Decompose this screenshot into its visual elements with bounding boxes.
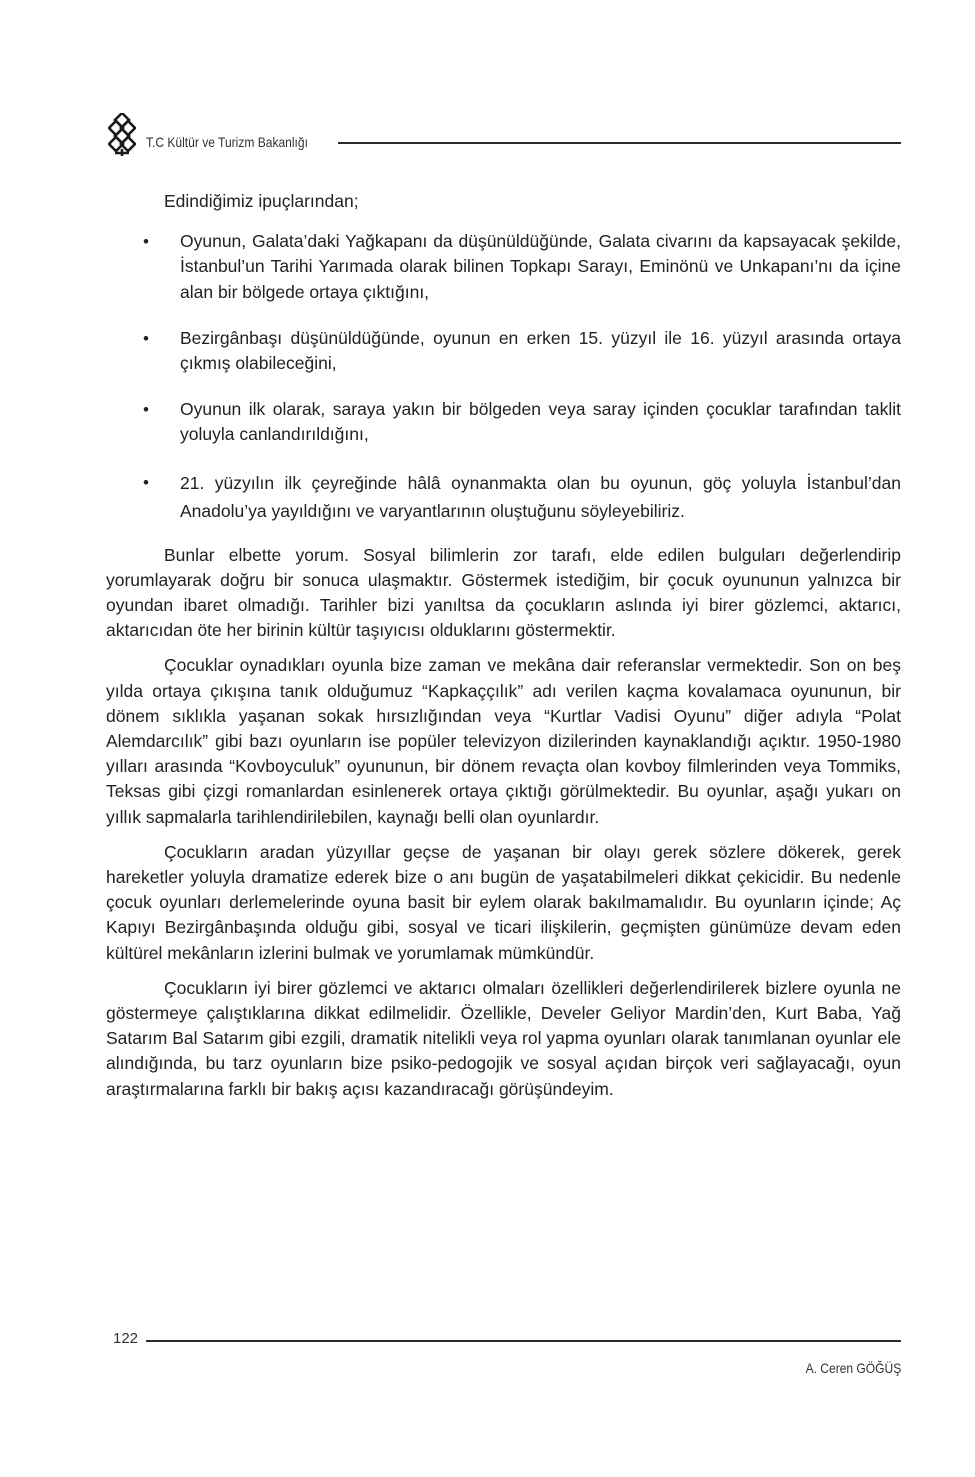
bullet-item (106, 397, 901, 447)
page-footer (108, 1328, 901, 1382)
bullet-text: 21. yüzyılın ilk çeyreğinde hâlâ oynanmakta olan bu oyunun, göç yoluyla İstanbul’dan Anadolu’ya yayıldığını ve varyantlarının oluştuğunu söyleyebiliriz. (180, 472, 901, 521)
author-name: A. Ceren GÖĞÜŞ (805, 1360, 901, 1376)
footer-rule (146, 1340, 901, 1342)
bullet-text: Oyunun, Galata’daki Yağkapanı da düşünüldüğünde, Galata civarını da kapsayacak şekilde, İstanbul’un Tarihi Yarımada olarak bilinen Topkapı Sarayı, Eminönü ve Unkapanı’nı da içine alan bir bölgede ortaya çıktığını, (180, 231, 901, 302)
body-paragraph: Çocukların iyi birer gözlemci ve aktarıcı olmaları özellikleri değerlendirilerek bizlere oyunla ne göstermeye çalıştıklarına dikkat edilmelidir. Özellikle, Develer Geliyor Mardin’den, Kurt Baba, Yağ Satarım Bal Satarım gibi ezgili, dramatik nitelikli veya rol yapma oyunları olarak tanımlanan oyunlar ele alındığında, bu tarz oyunların bize psiko-pedogojik ve sosyal açıdan birçok veri sağlayacağı, oyun araştırmalarına farklı bir bakış açısı kazandıracağı görüşündeyim. (106, 977, 901, 1099)
bullet-text: Oyunun ilk olarak, saraya yakın bir bölgeden veya saray içinden çocuklar tarafından taklit yoluyla canlandırıldığını, (180, 399, 901, 445)
bullet-item (106, 469, 901, 525)
header-title: T.C Kültür ve Turizm Bakanlığı (146, 134, 308, 150)
body-paragraph: Çocukların aradan yüzyıllar geçse de yaşanan bir olayı gerek sözlere dökerek, gerek hareketler yoluyla dramatize ederek bize o anı bugün de yaşatabilmeleri dikkat çekicidir. Bu nedenle çocuk oyunları derlemelerinde oyuna basit bir eylem olarak bakılmamalıdır. Bu oyunların içinde; Aç Kapıyı Bezirgânbaşında olduğu gibi, sosyal ve ticari ilişkilerin, geçmişten günümüze devam eden kültürel mekânların izlerini bulmak ve yorumlamak mümkündür. (106, 841, 901, 963)
page-header (108, 113, 901, 159)
ministry-knot-logo-icon (108, 113, 136, 157)
header-rule (338, 142, 901, 144)
page-number: 122 (113, 1330, 139, 1347)
bullet-marker: • (143, 472, 149, 492)
bullet-list (106, 229, 901, 524)
bullet-marker: • (143, 328, 149, 348)
body-paragraph: Çocuklar oynadıkları oyunla bize zaman ve mekâna dair referanslar vermektedir. Son on beş yılda ortaya çıkışına tanık olduğumuz “Kapkaççılık” adı verilen kaçma kovalamaca oyununun, bir dönem sıklıkla yaşanan sokak hırsızlığından veya “Kurtlar Vadisi Oyunu” diğer adıyla “Polat Alemdarcılık” gibi bazı oyunların ise popüler televizyon dizilerinden kaynaklandığı açıktır. 1950-1980 yılları arasında “Kovboyculuk” oyununun, bir dönem revaçta olan kovboy filmlerinden veya Tommiks, Teksas gibi çizgi romanlardan esinlenerek ortaya çıktığı görülmektedir. Bu oyunlar, aşağı yukarı on yıllık sapmalarla tarihlendirilebilen, kaynağı belli olan oyunlardır. (106, 655, 901, 827)
page-body (106, 189, 901, 1112)
bullet-item (106, 326, 901, 376)
bullet-item (106, 229, 901, 305)
bullet-text: Bezirgânbaşı düşünüldüğünde, oyunun en erken 15. yüzyıl ile 16. yüzyıl arasında ortaya çıkmış olabileceğini, (180, 327, 901, 374)
bullet-marker: • (143, 400, 149, 420)
bullet-marker: • (143, 232, 149, 252)
intro-line: Edindiğimiz ipuçlarından; (164, 191, 359, 211)
body-paragraph: Bunlar elbette yorum. Sosyal bilimlerin zor tarafı, elde edilen bulguları değerlendirip yorumlayarak doğru bir sonuca ulaşmaktır. Göstermek istediğim, bir çocuk oyununun yalnızca bir oyundan ibaret olmadığı. Tarihler bizi yanıltsa da çocukların aslında iyi birer gözlemci, aktarıcı, aktarıcıdan öte her birinin kültür taşıyıcısı olduklarını göstermektir. (106, 544, 901, 641)
